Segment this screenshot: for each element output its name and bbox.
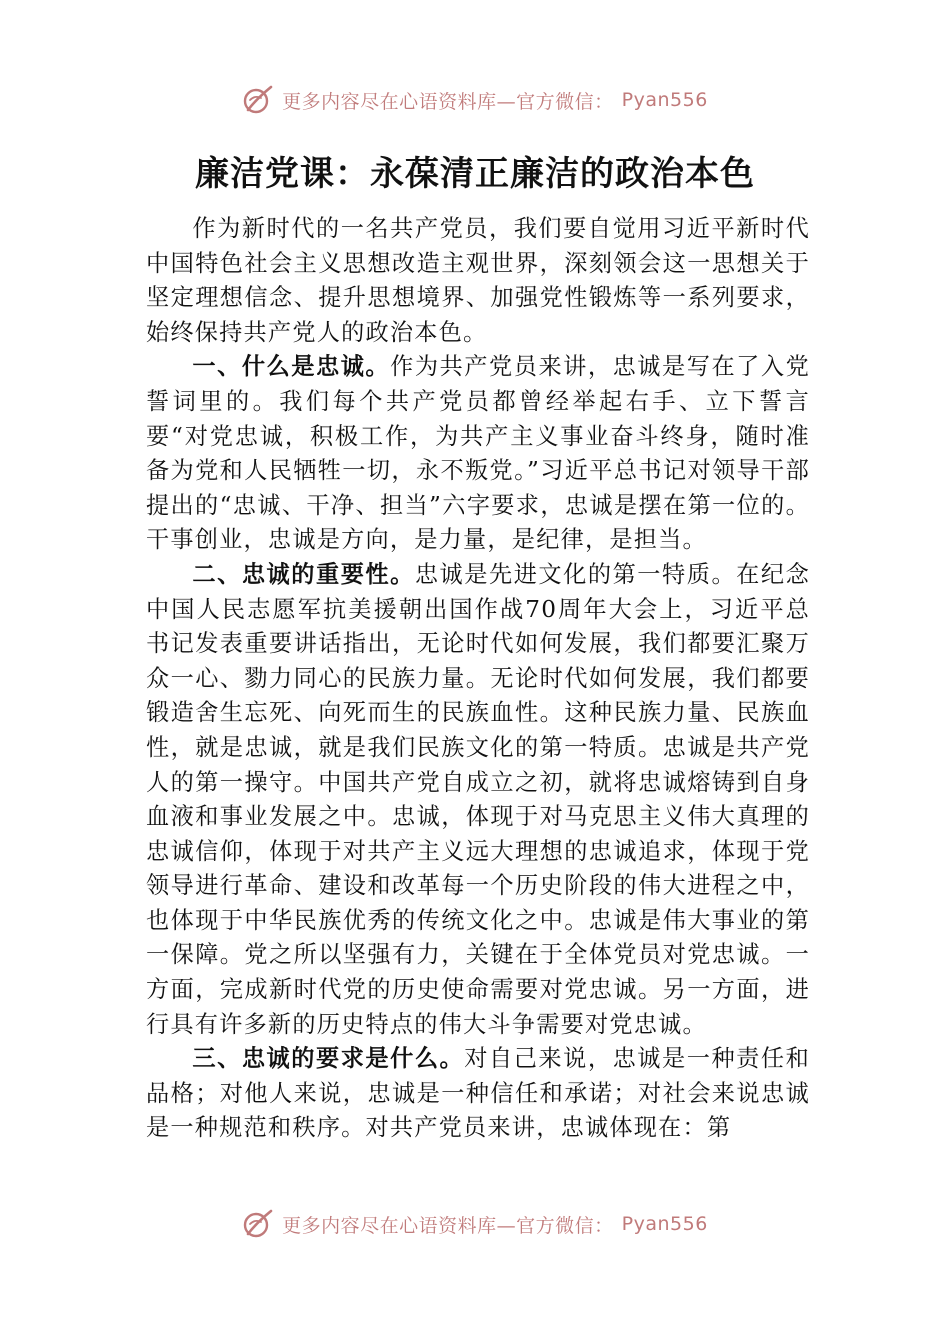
paragraph-intro <box>146 212 810 350</box>
paragraph-section-1 <box>146 350 810 558</box>
watermark-text: 更多内容尽在心语资料库—官方微信： <box>282 90 614 113</box>
section-heading: 三、忠诚的要求是什么。 <box>192 1045 465 1073</box>
paragraph-section-2 <box>146 558 810 1042</box>
brush-logo-icon <box>242 84 274 116</box>
paragraph-text: 忠诚是先进文化的第一特质。在纪念中国人民志愿军抗美援朝出国作战70周年大会上，习近平总书记发表重要讲话指出，无论时代如何发展，我们都要汇聚万众一心、勠力同心的民族力量。无论时代如何发展，我们都要锻造舍生忘死、向死而生的民族血性。这种民族力量、民族血性，就是忠诚，就是我们民族文化的第一特质。忠诚是共产党人的第一操守。中国共产党自成立之初，就将忠诚熔铸到自身血液和事业发展之中。忠诚，体现于对马克思主义伟大真理的忠诚信仰，体现于对共产主义远大理想的忠诚追求，体现于党领导进行革命、建设和改革每一个历史阶段的伟大进程之中，也体现于中华民族优秀的传统文化之中。忠诚是伟大事业的第一保障。党之所以坚强有力，关键在于全体党员对党忠诚。一方面，完成新时代党的历史使命需要对党忠诚。另一方面，进行具有许多新的历史特点的伟大斗争需要对党忠诚。 <box>146 560 810 1038</box>
watermark-text: 更多内容尽在心语资料库—官方微信： <box>282 1214 614 1237</box>
paragraph-text: 对自己来说，忠诚是一种责任和品格；对他人来说，忠诚是一种信任和承诺；对社会来说忠诚是一种规范和秩序。对共产党员来讲，忠诚体现在：第 <box>146 1045 810 1142</box>
watermark-header <box>0 84 950 116</box>
document-title: 廉洁党课：永葆清正廉洁的政治本色 <box>195 154 755 194</box>
paragraph-section-3 <box>146 1042 810 1146</box>
watermark-id: Pyan556 <box>621 1213 708 1235</box>
document-body <box>146 212 810 1220</box>
paragraph-text: 作为新时代的一名共产党员，我们要自觉用习近平新时代中国特色社会主义思想改造主观世界，深刻领会这一思想关于坚定理想信念、提升思想境界、加强党性锻炼等一系列要求，始终保持共产党人的政治本色。 <box>146 215 810 346</box>
watermark-id: Pyan556 <box>621 89 708 111</box>
section-heading: 二、忠诚的重要性。 <box>192 560 415 588</box>
watermark-footer <box>0 1208 950 1240</box>
paragraph-text: 作为共产党员来讲，忠诚是写在了入党誓词里的。我们每个共产党员都曾经举起右手、立下誓言要“对党忠诚，积极工作，为共产主义事业奋斗终身，随时准备为党和人民牺牲一切，永不叛党。”习近平总书记对领导干部提出的“忠诚、干净、担当”六字要求，忠诚是摆在第一位的。干事创业，忠诚是方向，是力量，是纪律，是担当。 <box>146 353 810 554</box>
brush-logo-icon <box>242 1208 274 1240</box>
section-heading: 一、什么是忠诚。 <box>192 353 391 381</box>
